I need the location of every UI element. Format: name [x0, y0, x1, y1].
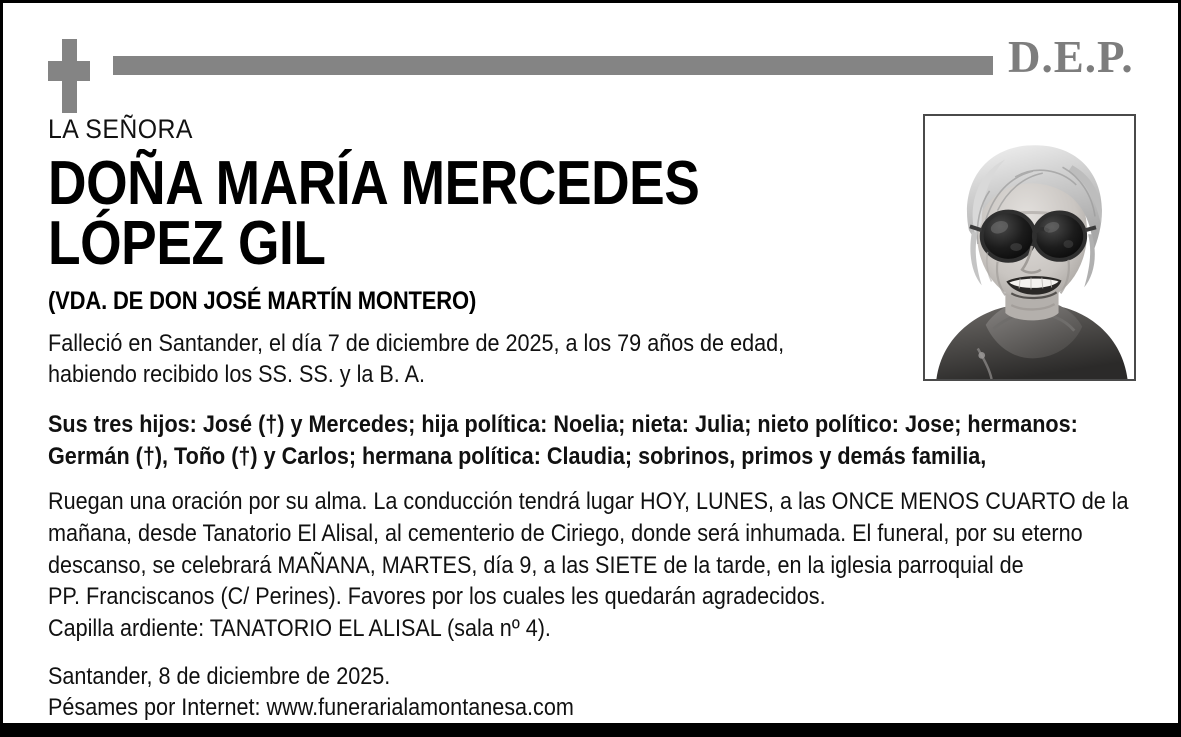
chapel-line: Capilla ardiente: TANATORIO EL ALISAL (sala nº 4). [48, 615, 551, 643]
service-details-line-2: mañana, desde Tanatorio El Alisal, al cementerio de Ciriego, donde será inhumada. El funeral, por su eterno [48, 520, 1083, 548]
portrait-photo-image [925, 116, 1134, 379]
cross-horizontal-bar [48, 61, 90, 81]
surviving-family-line-1: Sus tres hijos: José (†) y Mercedes; hija política: Noelia; nieta: Julia; nieto político: Jose; hermanos: [48, 411, 1078, 439]
condolences-website: Pésames por Internet: www.funerarialamontanesa.com [48, 694, 574, 722]
latin-cross-icon [48, 39, 90, 113]
notice-content [48, 114, 1129, 724]
death-details-line-1: Falleció en Santander, el día 7 de diciembre de 2025, a los 79 años de edad, [48, 329, 785, 357]
death-details-line-2: habiendo recibido los SS. SS. y la B. A. [48, 361, 426, 389]
place-and-date: Santander, 8 de diciembre de 2025. [48, 662, 391, 690]
closing-block [48, 661, 907, 724]
service-details-line-1: Ruegan una oración por su alma. La conducción tendrá lugar HOY, LUNES, a las ONCE MENOS CUARTO de la [48, 488, 1129, 516]
portrait-photo [923, 114, 1136, 381]
spouse-line: (VDA. DE DON JOSÉ MARTÍN MONTERO) [48, 286, 477, 315]
surviving-family-line-2: Germán (†), Toño (†) y Carlos; hermana política: Claudia; sobrinos, primos y demás familia, [48, 442, 987, 470]
service-details [48, 486, 1129, 644]
honorific-eyebrow: LA SEÑORA [48, 114, 193, 144]
deceased-name-line-1: DOÑA MARÍA MERCEDES [48, 148, 700, 218]
dep-label: D.E.P. [1008, 32, 1134, 82]
notice-header [48, 33, 1133, 115]
header-rule [113, 56, 993, 75]
deceased-name [48, 148, 906, 278]
notice-inner [3, 3, 1178, 723]
death-details [48, 328, 907, 391]
deceased-name-line-2: LÓPEZ GIL [48, 208, 326, 278]
service-details-line-4: PP. Franciscanos (C/ Perines). Favores por los cuales les quedarán agradecidos. [48, 583, 826, 611]
service-details-line-3: descanso, se celebrará MAÑANA, MARTES, día 9, a las SIETE de la tarde, en la iglesia parroquial de [48, 551, 1024, 579]
surviving-family [48, 409, 1078, 472]
